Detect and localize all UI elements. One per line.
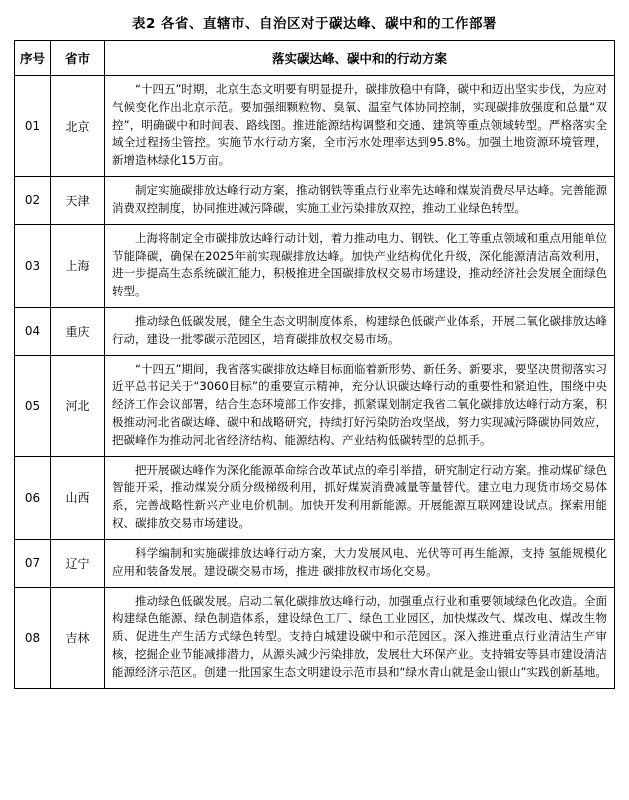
cell-no: 07	[15, 539, 51, 587]
plan-text: “十四五”时期，北京生态文明要有明显提升，碳排放稳中有降，碳中和迈出坚实步伐，为应对气候变化作出北京示范。要加强细颗粒物、臭氧、温室气体协同控制，实现碳排放强度和总量“双控”，明确碳中和时间表、路线图。推进能源结构调整和交通、建筑等重点领域转型。严格落实全域全过程扬尘管控。实施节水行动方案，全市污水处理率达到95.8%。加强土地资源环境管理，新增造林绿化15万亩。	[112, 82, 607, 168]
cell-region: 北京	[51, 76, 105, 177]
column-header-region: 省市	[51, 41, 105, 76]
plan-text: 推动绿色低碳发展，健全生态文明制度体系，构建绿色低碳产业体系，开展二氧化碳排放达峰行动，建设一批零碳示范园区，培育碳排放权交易市场。	[112, 313, 607, 346]
table-row	[15, 539, 615, 587]
table-header	[15, 41, 615, 76]
plan-text: 把开展碳达峰作为深化能源革命综合改革试点的牵引举措，研究制定行动方案。推动煤矿绿色智能开采，推动煤炭分质分级梯级利用，抓好煤炭消费减量等量替代。建立电力现货市场交易体系，完善战略性新兴产业电价机制。加快开发利用新能源。开展能源互联网建设试点。探索用能权、碳排放交易市场建设。	[112, 462, 607, 531]
table-row	[15, 76, 615, 177]
cell-region: 上海	[51, 224, 105, 307]
cell-region: 吉林	[51, 587, 105, 688]
cell-plan	[105, 224, 615, 307]
cell-no: 06	[15, 456, 51, 539]
cell-region: 山西	[51, 456, 105, 539]
table-row	[15, 307, 615, 355]
plan-text: 推动绿色低碳发展。启动二氧化碳排放达峰行动，加强重点行业和重要领域绿色化改造。全面构建绿色能源、绿色制造体系，建设绿色工厂、绿色工业园区，加快煤改气、煤改电、煤改生物质、促进生产生活方式绿色转型。支持白城建设碳中和示范园区。深入推进重点行业清洁生产审核，挖掘企业节能减排潜力，从源头减少污染排放，发展壮大环保产业。支持辑安等县市建设清洁能源经济示范区。创建一批国家生态文明建设示范市县和“绿水青山就是金山银山”实践创新基地。	[112, 593, 607, 679]
cell-no: 03	[15, 224, 51, 307]
plan-text: 科学编制和实施碳排放达峰行动方案，大力发展风电、光伏等可再生能源，支持 氢能规模化应用和装备发展。建设碳交易市场，推进 碳排放权市场化交易。	[112, 545, 607, 578]
plan-text: 上海将制定全市碳排放达峰行动计划，着力推动电力、钢铁、化工等重点领域和重点用能单位节能降碳，确保在2025年前实现碳排放达峰。加快产业结构优化升级，深化能源清洁高效利用，进一步提高生态系统碳汇能力，积极推进全国碳排放权交易市场建设，推动经济社会发展全面绿色转型。	[112, 230, 607, 299]
cell-plan	[105, 456, 615, 539]
table-header-row	[15, 41, 615, 76]
column-header-no: 序号	[15, 41, 51, 76]
cell-plan	[105, 539, 615, 587]
cell-region: 重庆	[51, 307, 105, 355]
deployment-table	[14, 40, 615, 689]
cell-no: 04	[15, 307, 51, 355]
table-row	[15, 224, 615, 307]
cell-plan	[105, 307, 615, 355]
plan-text: 制定实施碳排放达峰行动方案，推动钢铁等重点行业率先达峰和煤炭消费尽早达峰。完善能源消费双控制度，协同推进减污降碳，实施工业污染排放双控，推动工业绿色转型。	[112, 183, 607, 215]
cell-region: 河北	[51, 355, 105, 456]
cell-plan	[105, 355, 615, 456]
plan-text: “十四五”期间，我省落实碳排放达峰目标面临着新形势、新任务、新要求，要坚决贯彻落实习近平总书记关于“3060目标”的重要宣示精神，充分认识碳达峰行动的重要性和紧迫性，围绕中央经济工作会议部署，结合生态环境部工作安排，抓紧谋划制定我省二氧化碳排放达峰行动方案，积极推动河北省碳达峰、碳中和战略研究，持续打好污染防治攻坚战，努力实现减污降碳协同效应，把碳峰作为推动河北省经济结构、能源结构、产业结构低碳转型的总抓手。	[112, 361, 607, 447]
table-row	[15, 587, 615, 688]
cell-plan	[105, 76, 615, 177]
cell-no: 05	[15, 355, 51, 456]
cell-plan	[105, 177, 615, 225]
table-row	[15, 177, 615, 225]
cell-region: 天津	[51, 177, 105, 225]
cell-no: 01	[15, 76, 51, 177]
table-body	[15, 76, 615, 689]
cell-region: 辽宁	[51, 539, 105, 587]
cell-plan	[105, 587, 615, 688]
table-title: 表2 各省、直辖市、自治区对于碳达峰、碳中和的工作部署	[131, 16, 498, 32]
table-row	[15, 456, 615, 539]
column-header-plan: 落实碳达峰、碳中和的行动方案	[105, 41, 615, 76]
cell-no: 02	[15, 177, 51, 225]
table-row	[15, 355, 615, 456]
cell-no: 08	[15, 587, 51, 688]
